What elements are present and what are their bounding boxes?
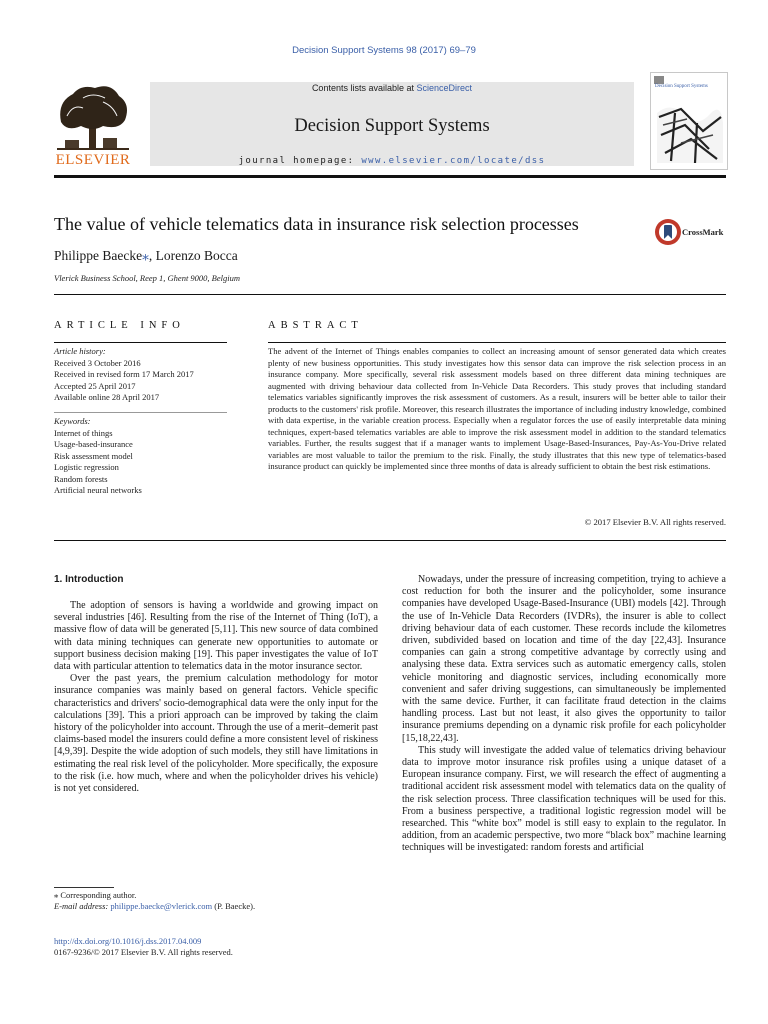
elsevier-wordmark: ELSEVIER: [55, 152, 131, 168]
journal-homepage-line: [150, 156, 634, 166]
contents-available-line: [150, 83, 634, 93]
keyword: Risk assessment model: [54, 450, 133, 461]
body-column-left: [54, 600, 378, 795]
history-label: Article history:: [54, 346, 106, 356]
email-link[interactable]: philippe.baecke@vlerick.com: [110, 901, 213, 911]
issn-copyright: 0167-9236/© 2017 Elsevier B.V. All rights reserved.: [54, 947, 233, 957]
sciencedirect-link[interactable]: ScienceDirect: [416, 83, 473, 93]
abstract-text: The advent of the Internet of Things enables companies to collect an increasing amount of sensor generated data which creates plenty of new business opportunities. This study investigates how this sensor data can improve the risk selection process in an insurance company. More specifically, several risk assessment models based on three different data mining techniques are augmented with driving behaviour data collected from In-Vehicle Data Recorders. This study proves that including standard telematics variables significantly improves the risk assessment of customers. As a result, insurers will be better able to tailor their products to the customers' risk profile. Moreover, this research illustrates the importance of including industry knowledge, combined with data expertise, in the variable creation process. Especially when a regulator forces the use of easily interpretable data mining techniques, expert-based telematics variables are able to improve the risk assessment model in addition to the standard telematics variables. Further, the results suggest that if a manager wants to implement Usage-Based-Insurances, Pay-As-You-Drive related variables are most valuable to tailor the premium to the risk. Finally, the study illustrates that this new type of telematics-based insurance product can quickly be implemented since three months of data is already sufficient to obtain the best risk estimations.: [268, 346, 726, 471]
article-info-divider: [54, 342, 227, 343]
abstract-divider: [268, 342, 726, 343]
article-info-heading: ARTICLE INFO: [54, 320, 185, 331]
abstract-heading: ABSTRACT: [268, 320, 363, 331]
journal-homepage-link[interactable]: www.elsevier.com/locate/dss: [361, 156, 546, 166]
corresponding-author-marker[interactable]: ⁎: [142, 248, 149, 263]
footnote: [54, 890, 378, 912]
abstract-bottom-divider: [54, 540, 726, 541]
footnote-divider: [54, 887, 114, 888]
body-paragraph: Nowadays, under the pressure of increasing competition, trying to achieve a cost reduction for both the insurer and the policyholder, some insurance companies have developed Usage-Based-Insurance (UBI) models [42]. Through the use of In-Vehicle Data Recorders (IVDRs), the insurer is able to collect driving behaviour data of each customer. These records include the kilometres driven, subdivided based on location and time of the day [22,43]. Insurance companies can gain a strong competitive advantage by correctly using and analysing these data. Extra services such as automatic emergency calls, stolen vehicle monitoring and diagnostic services, including economically more convenient and safer driving suggestions, can simultaneously be implemented with the same device. Further, it can facilitate fraud detection in the claims handling process. Last but not least, it also gives the opportunity to tailor insurance premiums depending on a dynamic risk profile for each policyholder [15,18,22,43].: [402, 574, 726, 744]
author-name[interactable]: Philippe Baecke: [54, 248, 143, 263]
cover-title: Decision Support Systems: [655, 84, 708, 89]
keyword: Artificial neural networks: [54, 485, 142, 495]
history-item: Received 3 October 2016: [54, 357, 141, 368]
keywords: [54, 416, 234, 497]
keyword: Internet of things: [54, 427, 113, 438]
article-history: [54, 346, 234, 404]
crossmark-icon: [654, 218, 682, 246]
body-paragraph: The adoption of sensors is having a worldwide and growing impact on several industries [46]. Resulting from the rise of the Internet of Thing (IoT), a massive flow of data will be generated [5,11]. This new source of data combined with data mining techniques can generate new opportunities to automate or support business decision making [19]. This paper investigates the value of IoT data with particular attention to telematics data in the motor insurance sector.: [54, 600, 378, 673]
keyword: Random forests: [54, 473, 108, 484]
doi-link[interactable]: http://dx.doi.org/10.1016/j.dss.2017.04.009: [54, 936, 202, 946]
keywords-divider: [54, 412, 227, 413]
body-paragraph: Over the past years, the premium calculation methodology for motor insurance companies was mainly based on general factors. Vehicle specific characteristics and drivers' socio-demographical data were the only input for the calculations [39]. This a priori approach can be improved by taking the claim history of the policyholder into account. Through the use of a merit–demerit past claims-based model the insurers could define a more consistent level of riskiness [4,9,39]. Despite the wide adoption of such models, they still have limitations in estimating the real risk level of the policyholder. More specifically, the exposure to the risk (i.e. how much, where and when the policyholder drives his vehicle) is not yet considered.: [54, 673, 378, 795]
body-paragraph: This study will investigate the added value of telematics driving behaviour data to improve motor insurance risk profiles using a unique dataset of a European insurance company. First, we will research the effect of augmenting a traditional accident risk assessment model with telematics data on the quality of the risk selection process. Three classification techniques will be used for this. From a business perspective, a traditional logistic regression model will be researched. This “white box” model is still easy to explain to the regulator. In addition, from an academic perspective, two more “black box” machine learning techniques will be investigated: random forests and artificial: [402, 744, 726, 854]
email-line: [54, 901, 378, 912]
history-item: Received in revised form 17 March 2017: [54, 369, 194, 379]
corresponding-author-note: ⁎ Corresponding author.: [54, 890, 137, 900]
body-column-right: [402, 574, 726, 855]
keywords-label: Keywords:: [54, 416, 91, 426]
keyword: Usage-based-insurance: [54, 439, 133, 449]
author-affiliation: Vlerick Business School, Reep 1, Ghent 9000, Belgium: [54, 273, 241, 283]
email-suffix: (P. Baecke).: [212, 901, 256, 911]
homepage-prefix: journal homepage:: [238, 156, 355, 166]
header-divider: [54, 175, 726, 178]
contents-prefix: Contents lists available at: [311, 83, 414, 93]
section-heading-introduction: 1. Introduction: [54, 574, 124, 585]
author-name[interactable]: , Lorenzo Bocca: [148, 248, 238, 263]
history-item: Accepted 25 April 2017: [54, 380, 136, 391]
article-title: The value of vehicle telematics data in insurance risk selection processes: [54, 214, 579, 234]
title-divider: [54, 294, 726, 295]
keyword: Logistic regression: [54, 462, 119, 472]
abstract-copyright: © 2017 Elsevier B.V. All rights reserved.: [584, 517, 726, 527]
journal-title: Decision Support Systems: [294, 116, 490, 136]
author-list: [54, 248, 238, 264]
email-label: E-mail address:: [54, 901, 109, 911]
journal-reference-link[interactable]: Decision Support Systems 98 (2017) 69–79: [292, 45, 476, 56]
history-item: Available online 28 April 2017: [54, 392, 160, 402]
crossmark-label: CrossMark: [682, 227, 724, 237]
